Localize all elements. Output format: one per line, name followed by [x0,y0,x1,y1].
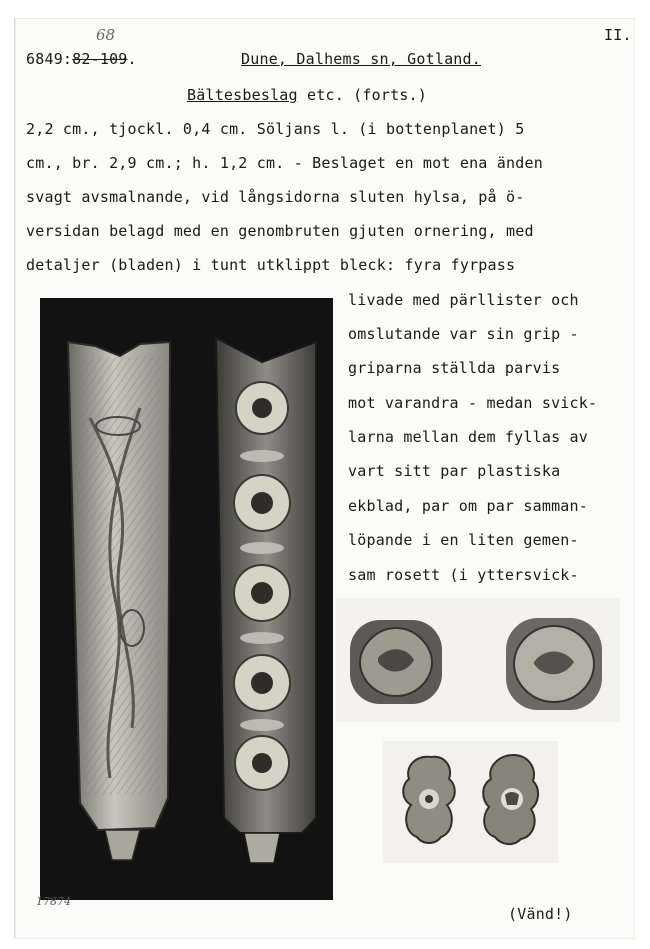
small-mount-left [403,757,455,843]
belt-fittings-image [40,298,333,900]
body-line-right: livade med pärllister och [348,291,579,309]
small-mounts-photo [383,741,558,863]
body-line-right: sam rosett (i yttersvick- [348,566,579,584]
turn-note: (Vänd!) [508,905,573,923]
body-line: svagt avsmalnande, vid långsidorna sluten hylsa, på ö- [26,188,525,206]
body-line-right: vart sitt par plastiska [348,462,561,480]
right-fitting [216,338,316,863]
body-line-right: mot varandra - medan svick- [348,394,598,412]
round-mount-right [506,618,602,710]
catalog-struck: 82-109 [72,50,128,68]
subheading [187,86,427,104]
body-line-right: larna mellan dem fyllas av [348,428,588,446]
body-line: detaljer (bladen) i tunt utklippt bleck: fyra fyrpass [26,256,516,274]
body-line-right: omslutande var sin grip - [348,325,579,343]
location-heading: Dune, Dalhems sn, Gotland. [241,50,481,68]
pencil-note: 68 [96,26,116,44]
catalog-suffix: . [127,50,137,68]
belt-fittings-photo [40,298,333,900]
body-line-right: griparna ställda parvis [348,359,561,377]
small-mount-right [483,755,538,844]
page-number: II. [604,26,632,44]
small-mounts-image [383,741,558,863]
body-line-right: ekblad, par om par samman- [348,497,588,515]
archive-number: 17874 [36,895,71,908]
body-line-right: löpande i en liten gemen- [348,531,579,549]
subheading-title: Bältesbeslag [187,86,298,104]
subheading-rest: etc. (forts.) [297,86,428,104]
catalog-prefix: 6849: [26,50,73,68]
body-line: cm., br. 2,9 cm.; h. 1,2 cm. - Beslaget en mot ena änden [26,154,543,172]
body-line: versidan belagd med en genombruten gjuten ornering, med [26,222,534,240]
round-mount-left [350,620,442,704]
round-mounts-image [336,598,620,722]
body-line: 2,2 cm., tjockl. 0,4 cm. Söljans l. (i bottenplanet) 5 [26,120,525,138]
catalog-number [26,50,137,68]
left-fitting [68,342,170,860]
round-mounts-photo [336,598,620,722]
